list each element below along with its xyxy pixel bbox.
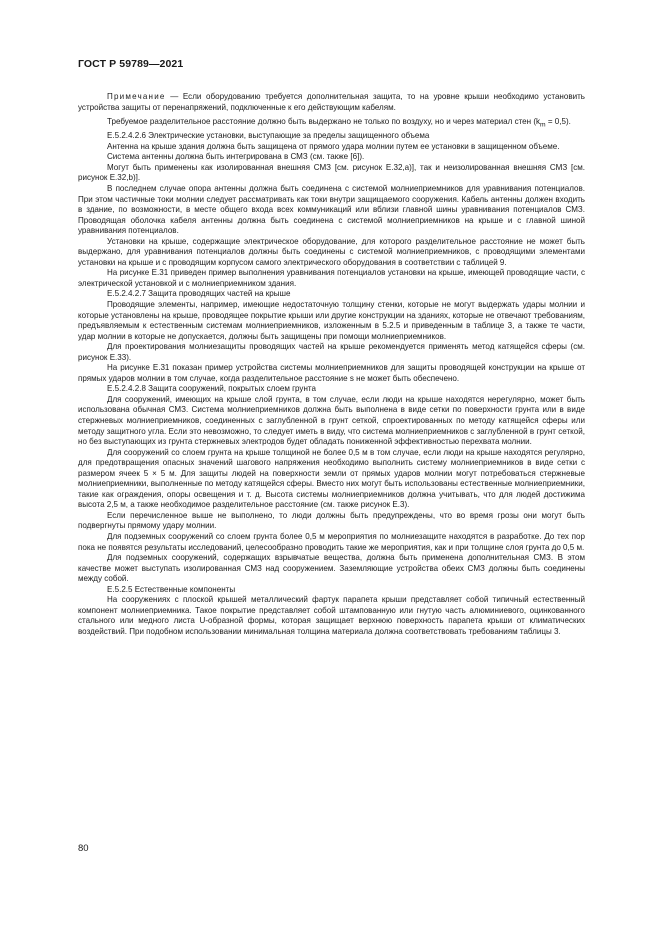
paragraph: Могут быть применены как изолированная внешняя СМЗ [см. рисунок Е.32,а)], так и неизолированная внешняя СМЗ [см. рисунок Е.32,b)]. [78,162,585,183]
paragraph: В последнем случае опора антенны должна быть соединена с системой молниеприемников для уравнивания потенциалов. При этом частичные токи молнии следует рассматривать как токи внутри защищаемого сооружения. Кабель антенны должен входить в здание, по возможности, в месте общего входа всех коммуникаций или вблизи главной шины уравнивания потенциалов СМЗ. Проводящая оболочка кабеля антенны должна быть соединена с системой молниеприемников на крыше и с главной шиной уравнивания потенциалов. [78,183,585,236]
note-paragraph [78,92,585,113]
paragraph: Установки на крыше, содержащие электрическое оборудование, для которого разделительное расстояние не может быть выдержано, для уравнивания потенциалов должны быть соединены с системой молниеприемников, с проводящими элементами установки на крыше и с проводящим корпусом самого электрического оборудования в соответствии с таблицей 9. [78,236,585,267]
paragraph: На сооружениях с плоской крышей металлический фартук парапета крыши представляет собой типичный естественный компонент молниеприемника. Такое покрытие представляет собой штампованную или гнутую часть алюминиевого, оцинкованного стального или медного листа U-образной формы, которая защищает верхнюю поверхность парапета крыши от климатических воздействий. При подобном использовании минимальная толщина материала должна соответствовать требованиям таблицы 3. [78,595,585,636]
section-heading: Е.5.2.5 Естественные компоненты [107,584,236,594]
paragraph: Для проектирования молниезащиты проводящих частей на крыше рекомендуется применять метод катящейся сферы (см. рисунок Е.33). [78,342,585,362]
paragraph: Система антенны должна быть интегрирована в СМЗ (см. также [6]). [107,152,365,162]
subscript: m [540,121,546,129]
page-number: 80 [78,843,89,854]
paragraph [78,117,585,131]
note-text: — Если оборудованию требуется дополнительная защита, то на уровне крыши необходимо установить устройства защиты от перенапряжений, подключенные к его действующим кабелям. [78,92,585,112]
section-heading: Е.5.2.4.2.8 Защита сооружений, покрытых слоем грунта [107,384,316,394]
note-label: Примечание [107,92,166,101]
section-heading: Е.5.2.4.2.6 Электрические установки, выступающие за пределы защищенного объема [107,131,430,141]
paragraph-text: Требуемое разделительное расстояние должно быть выдержано не только по воздуху, но и через материал стен (k [107,117,541,127]
paragraph: На рисунке Е.31 показан пример устройства системы молниеприемников для защиты проводящей конструкции на крыше от прямых ударов молнии в том случае, когда разделительное расстояние s не может быть обеспечено. [78,363,585,383]
paragraph: Для сооружений со слоем грунта на крыше толщиной не более 0,5 м в том случае, если люди на крыше находятся регулярно, для предотвращения опасных значений шагового напряжения необходимо выполнить систему молниеприемников в виде сетки с размером ячеек 5 × 5 м. Для защиты людей на поверхности земли от прямых ударов молнии могут потребоваться стержневые молниеприемники, выполненные по методу катящейся сферы. Вместо них могут быть использованы естественные молниеприемники, такие как ограждения, опоры освещения и т. д. Высота системы молниеприемников должна учитывать, что для людей достижима высота 2,5 м, а также необходимое разделительное расстояние (см. также рисунок Е.3). [78,447,585,510]
paragraph: Если перечисленное выше не выполнено, то люди должны быть предупреждены, что во время грозы они могут быть подвергнуты прямому удару молнии. [78,510,585,531]
paragraph-text-tail: = 0,5). [545,117,571,127]
paragraph: Антенна на крыше здания должна быть защищена от прямого удара молнии путем ее установки в защищенном объеме. [107,141,560,151]
document-body [78,92,585,638]
section-heading: Е.5.2.4.2.7 Защита проводящих частей на крыше [107,289,291,299]
paragraph: Для сооружений, имеющих на крыше слой грунта, в том случае, если люди на крыше находятся нерегулярно, может быть использована обычная СМЗ. Система молниеприемников должна быть выполнена в виде сетки по поверхности грунта или в виде стержневых молниеприемников, соединенных с заглубленной в грунт сеткой, спроектированных по методу катящейся сферы или методу защитного угла. Если это невозможно, то следует иметь в виду, что система молниеприемников с заглубленной в грунт сеткой, но без выступающих из грунта стержневых электродов будет обладать пониженной эффективностью перехвата молнии. [78,394,585,447]
paragraph: Проводящие элементы, например, имеющие недостаточную толщину стенки, которые не могут выдержать удары молнии и которые установлены на крыше, проводящее покрытие крыши или другие конструкции на зданиях, которые не отвечают требованиям, предъявляемым к естественным системам молниеприемников, изложенным в 5.2.5 и приведенным в таблице 3, а также те части, удар молнии в которые не допускается, должны быть защищены при помощи молниеприемников. [78,300,585,341]
document-header: ГОСТ Р 59789—2021 [78,58,184,70]
paragraph: На рисунке Е.31 приведен пример выполнения уравнивания потенциалов установки на крыше, имеющей проводящие части, с электрической установкой и с молниеприемником здания. [78,268,585,288]
paragraph: Для подземных сооружений, содержащих взрывчатые вещества, должна быть применена дополнительная СМЗ. В этом качестве может выступать изолированная СМЗ над сооружением. Заземляющие устройства обеих СМЗ должны быть соединены между собой. [78,553,585,584]
paragraph: Для подземных сооружений со слоем грунта более 0,5 м мероприятия по молниезащите находятся в разработке. До тех пор пока не появятся результаты исследований, целесообразно проводить такие же мероприятия, как и при толщине слоя грунта до 0,5 м. [78,532,585,552]
